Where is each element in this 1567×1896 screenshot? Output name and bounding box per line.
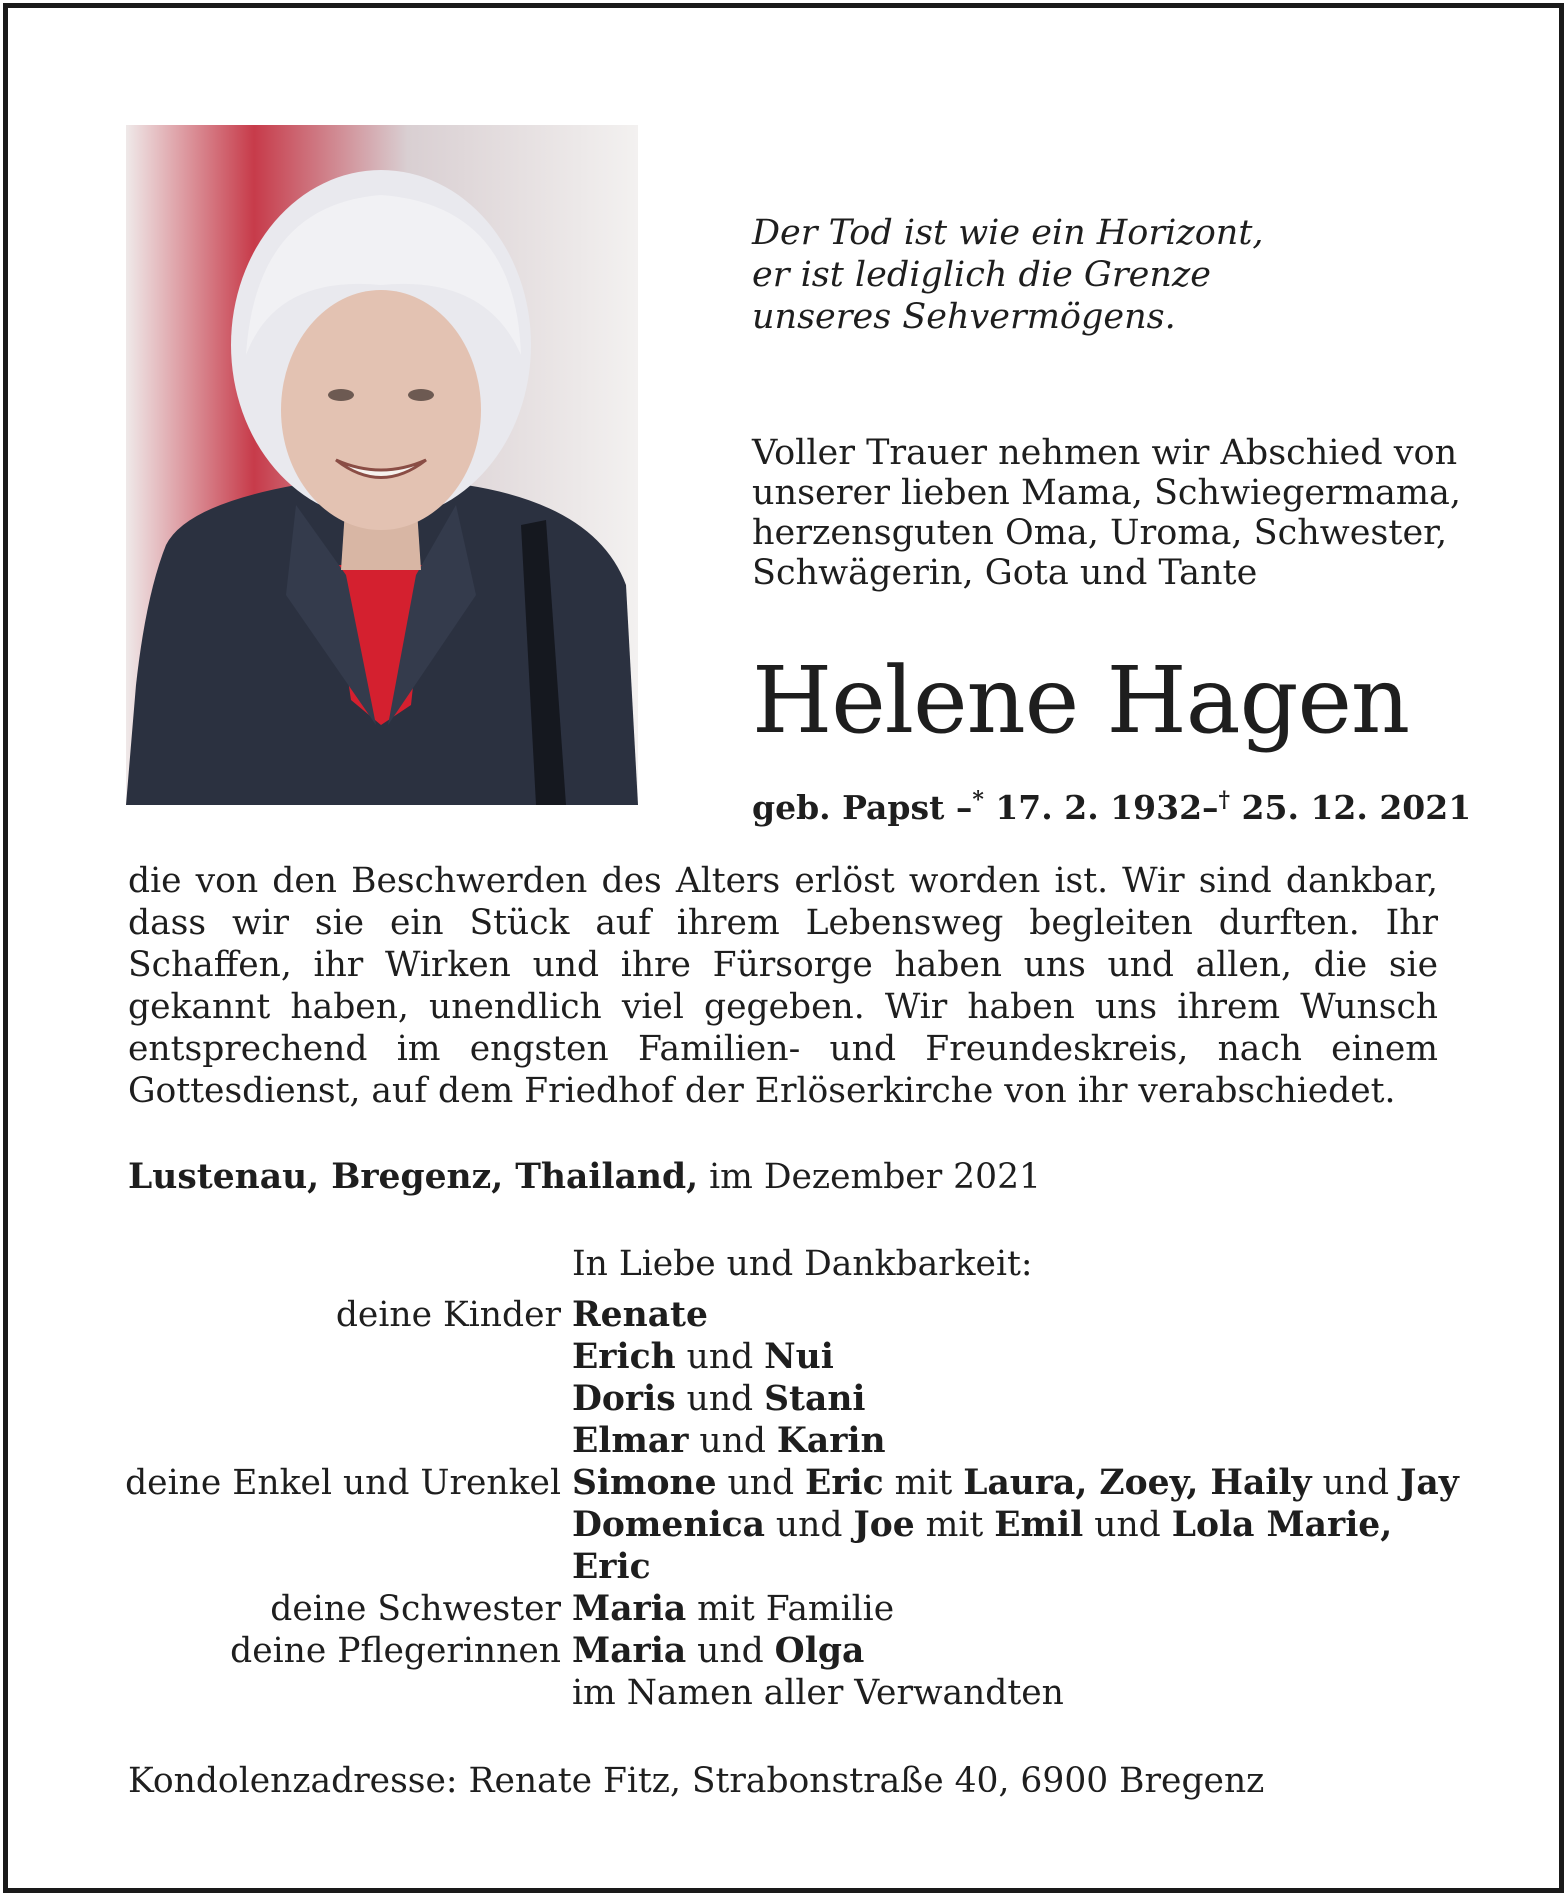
signer-name: Joe: [853, 1505, 915, 1545]
signer-name: Eric: [805, 1463, 884, 1503]
signer-names: [572, 1672, 1064, 1714]
signer-connector: mit: [914, 1505, 995, 1545]
signer-row: [0, 1588, 1567, 1630]
signer-name: Doris: [572, 1379, 676, 1419]
signer-relation: deine Schwester: [270, 1589, 561, 1629]
intro-line: unserer lieben Mama, Schwiegermama,: [752, 473, 1462, 513]
places: Lustenau, Bregenz, Thailand,: [128, 1157, 699, 1197]
signer-connector: im Namen aller Verwandten: [572, 1673, 1064, 1713]
signer-names: [572, 1588, 894, 1630]
signer-name: Simone: [572, 1463, 717, 1503]
signer-name: Laura, Zoey, Haily: [963, 1463, 1312, 1503]
signer-name: Lola Marie,: [1171, 1505, 1393, 1545]
signer-name: Maria: [572, 1589, 687, 1629]
signers-list: [0, 1294, 1567, 1714]
signer-connector: und: [686, 1631, 775, 1671]
signer-names: [572, 1462, 1459, 1504]
signer-relation: deine Pflegerinnen: [230, 1631, 561, 1671]
signer-relation: deine Enkel und Urenkel: [125, 1463, 561, 1503]
signer-name: Elmar: [572, 1421, 689, 1461]
greeting: In Liebe und Dankbarkeit:: [572, 1244, 1033, 1284]
signer-name: Stani: [764, 1379, 866, 1419]
signer-row: [0, 1504, 1567, 1546]
quote-block: [752, 212, 1264, 338]
signer-name: Maria: [572, 1631, 687, 1671]
signer-name: Jay: [1400, 1463, 1459, 1503]
signer-name: Erich: [572, 1337, 676, 1377]
signer-names: [572, 1294, 708, 1336]
signer-row: [0, 1546, 1567, 1588]
portrait-photo: [126, 125, 638, 805]
quote-line: unseres Sehvermögens.: [752, 297, 1176, 337]
signer-row: [0, 1672, 1567, 1714]
signer-connector: mit Familie: [686, 1589, 895, 1629]
death-cross-symbol: †: [1218, 787, 1231, 813]
place-date-line: [128, 1156, 1041, 1198]
signer-names: [572, 1546, 651, 1588]
signer-connector: und: [764, 1505, 854, 1545]
separator: –: [1202, 788, 1219, 827]
intro-text: [752, 433, 1461, 593]
signer-connector: und: [688, 1421, 777, 1461]
signer-names: [572, 1630, 864, 1672]
signer-name: Olga: [774, 1631, 865, 1671]
signer-connector: und: [716, 1463, 806, 1503]
separator: –: [955, 788, 973, 827]
intro-line: Voller Trauer nehmen wir Abschied von: [752, 433, 1458, 473]
signer-row: [0, 1630, 1567, 1672]
signer-names: [572, 1420, 886, 1462]
signer-names: [572, 1336, 834, 1378]
signer-names: [572, 1378, 866, 1420]
signer-connector: mit: [883, 1463, 964, 1503]
birth-date: 17. 2. 1932: [995, 788, 1203, 827]
portrait-illustration: [126, 125, 638, 805]
quote-line: er ist lediglich die Grenze: [752, 255, 1212, 295]
signer-name: Emil: [994, 1505, 1084, 1545]
intro-line: herzensguten Oma, Uroma, Schwester,: [752, 513, 1448, 553]
signer-row: [0, 1420, 1567, 1462]
signer-connector: und: [675, 1337, 765, 1377]
condolence-address: Kondolenzadresse: Renate Fitz, Strabonstraße 40, 6900 Bregenz: [128, 1761, 1265, 1801]
death-date: 25. 12. 2021: [1241, 788, 1472, 827]
signer-row: [0, 1336, 1567, 1378]
signer-name: Domenica: [572, 1505, 765, 1545]
signer-name: Eric: [572, 1547, 651, 1587]
signer-row: [0, 1294, 1567, 1336]
birth-star-symbol: *: [972, 787, 984, 813]
signer-relation: deine Kinder: [335, 1295, 561, 1335]
deceased-name: Helene Hagen: [752, 647, 1410, 754]
signer-name: Renate: [572, 1295, 708, 1335]
signer-row: [0, 1378, 1567, 1420]
signer-connector: und: [1083, 1505, 1172, 1545]
signer-names: [572, 1504, 1392, 1546]
body-paragraph: die von den Beschwerden des Alters erlöst worden ist. Wir sind dankbar, dass wir sie ein Stück auf ihrem Lebensweg begleiten durften. Ihr Schaffen, ihr Wirken und ihre Fürsorge haben uns und allen, die sie gekannt haben, unendlich viel gegeben. Wir haben uns ihrem Wunsch entsprechend im engsten Familien- und Freundeskreis, nach einem Gottesdienst, auf dem Friedhof der Erlöserkirche von ihr verabschiedet.: [128, 861, 1438, 1111]
month-year: im Dezember 2021: [698, 1157, 1041, 1197]
birth-name: geb. Papst: [752, 788, 945, 827]
life-dates: [752, 780, 1471, 828]
signer-row: [0, 1462, 1567, 1504]
signer-name: Nui: [764, 1337, 834, 1377]
quote-line: Der Tod ist wie ein Horizont,: [752, 213, 1264, 253]
signer-connector: und: [675, 1379, 765, 1419]
signer-connector: und: [1311, 1463, 1401, 1503]
signer-name: Karin: [776, 1421, 886, 1461]
intro-line: Schwägerin, Gota und Tante: [752, 553, 1258, 593]
